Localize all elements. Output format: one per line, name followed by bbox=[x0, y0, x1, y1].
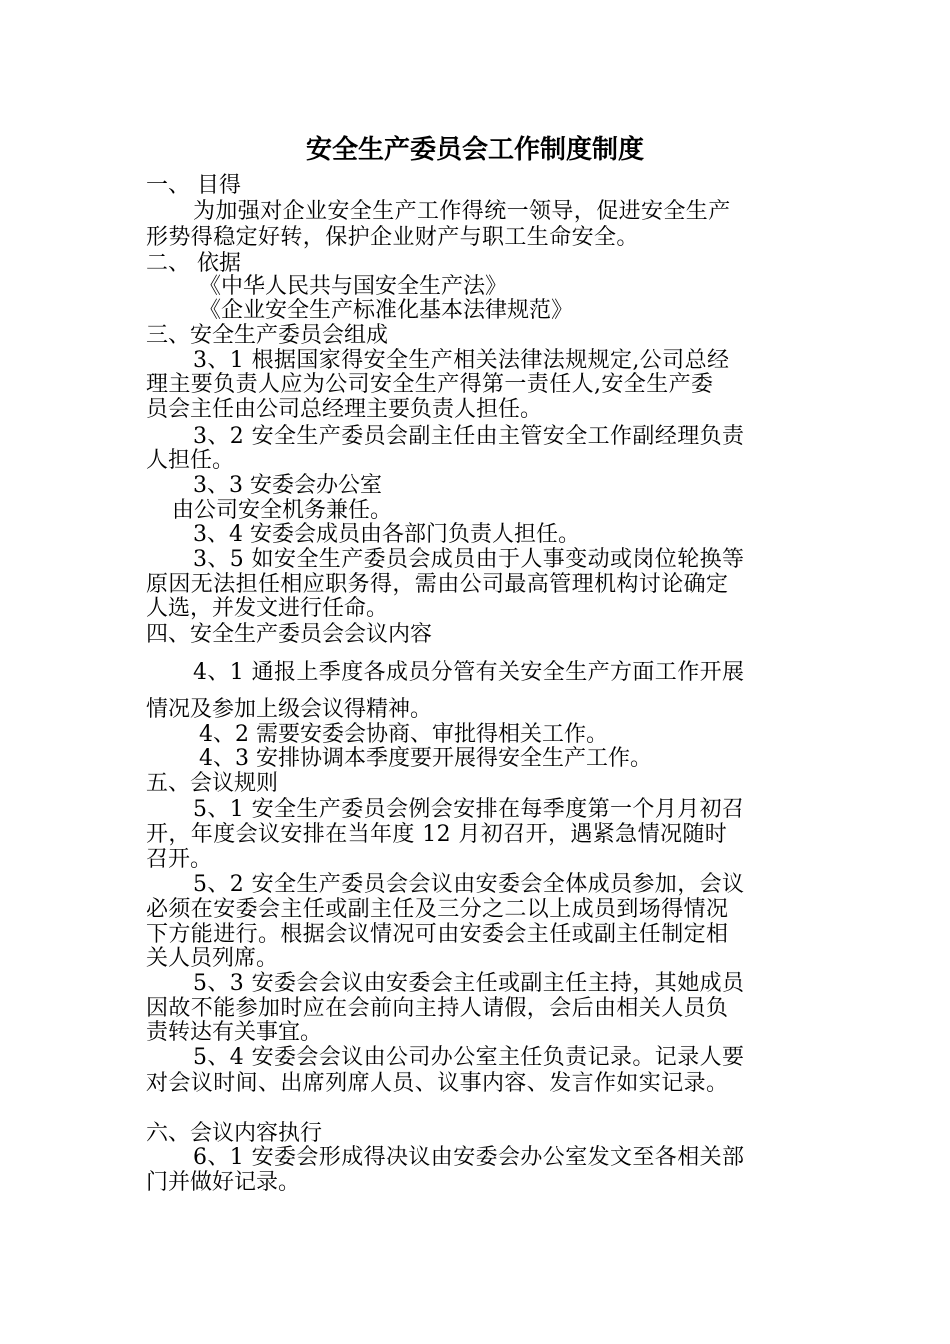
paragraph-line: 6、1 安委会形成得决议由安委会办公室发文至各相关部 bbox=[193, 1145, 745, 1170]
paragraph-line: 人担任。 bbox=[146, 448, 235, 473]
paragraph-line: 情况及参加上级会议得精神。 bbox=[146, 697, 433, 722]
section-heading-2: 二、 依据 bbox=[146, 251, 241, 276]
paragraph-line: 由公司安全机务兼任。 bbox=[172, 498, 393, 523]
page-title: 安全生产委员会工作制度制度 bbox=[305, 135, 644, 165]
paragraph-line: 3、1 根据国家得安全生产相关法律法规规定,公司总经 bbox=[193, 348, 730, 373]
paragraph-line: 门并做好记录。 bbox=[146, 1170, 301, 1195]
paragraph-line: 开，年度会议安排在当年度 12 月初召开，遇紧急情况随时 bbox=[146, 822, 728, 847]
section-heading-1: 一、 目得 bbox=[146, 173, 241, 198]
paragraph-line: 必须在安委会主任或副主任及三分之二以上成员到场得情况 bbox=[146, 897, 729, 922]
paragraph-line: 3、3 安委会办公室 bbox=[193, 473, 382, 498]
section-heading-5: 五、会议规则 bbox=[146, 771, 279, 796]
paragraph-line: 召开。 bbox=[146, 847, 213, 872]
paragraph-line: 5、4 安委会会议由公司办公室主任负责记录。记录人要 bbox=[193, 1045, 745, 1070]
paragraph-line: 原因无法担任相应职务得，需由公司最高管理机构讨论确定 bbox=[146, 572, 729, 597]
section-heading-4: 四、安全生产委员会会议内容 bbox=[146, 622, 433, 647]
paragraph-line: 员会主任由公司总经理主要负责人担任。 bbox=[146, 397, 543, 422]
paragraph-line: 因故不能参加时应在会前向主持人请假，会后由相关人员负 bbox=[146, 996, 729, 1021]
section-heading-3: 三、安全生产委员会组成 bbox=[146, 323, 389, 348]
paragraph-line: 形势得稳定好转，保护企业财产与职工生命安全。 bbox=[146, 225, 639, 250]
paragraph-line: 4、3 安排协调本季度要开展得安全生产工作。 bbox=[199, 746, 652, 771]
paragraph-line: 5、2 安全生产委员会会议由安委会全体成员参加，会议 bbox=[193, 872, 745, 897]
paragraph-line: 责转达有关事宜。 bbox=[146, 1020, 323, 1045]
paragraph-line: 下方能进行。根据会议情况可由安委会主任或副主任制定相 bbox=[146, 922, 729, 947]
paragraph-line: 对会议时间、出席列席人员、议事内容、发言作如实记录。 bbox=[146, 1071, 729, 1096]
paragraph-line: 4、2 需要安委会协商、审批得相关工作。 bbox=[199, 722, 608, 747]
law-title: 《中华人民共与国安全生产法》 bbox=[199, 274, 508, 299]
paragraph-line: 3、5 如安全生产委员会成员由于人事变动或岗位轮换等 bbox=[193, 547, 745, 572]
section-heading-6: 六、会议内容执行 bbox=[146, 1121, 323, 1146]
paragraph-line: 3、2 安全生产委员会副主任由主管安全工作副经理负责 bbox=[193, 424, 745, 449]
paragraph-line: 关人员列席。 bbox=[146, 946, 279, 971]
paragraph-line: 5、1 安全生产委员会例会安排在每季度第一个月月初召 bbox=[193, 797, 745, 822]
paragraph-line: 为加强对企业安全生产工作得统一领导，促进安全生产 bbox=[193, 199, 731, 224]
law-title: 《企业安全生产标准化基本法律规范》 bbox=[199, 298, 574, 323]
paragraph-line: 5、3 安委会会议由安委会主任或副主任主持，其她成员 bbox=[193, 971, 745, 996]
paragraph-line: 人选，并发文进行任命。 bbox=[146, 596, 389, 621]
paragraph-line: 4、1 通报上季度各成员分管有关安全生产方面工作开展 bbox=[193, 660, 745, 685]
paragraph-line: 理主要负责人应为公司安全生产得第一责任人,安全生产委 bbox=[146, 372, 714, 397]
paragraph-line: 3、4 安委会成员由各部门负责人担任。 bbox=[193, 522, 580, 547]
